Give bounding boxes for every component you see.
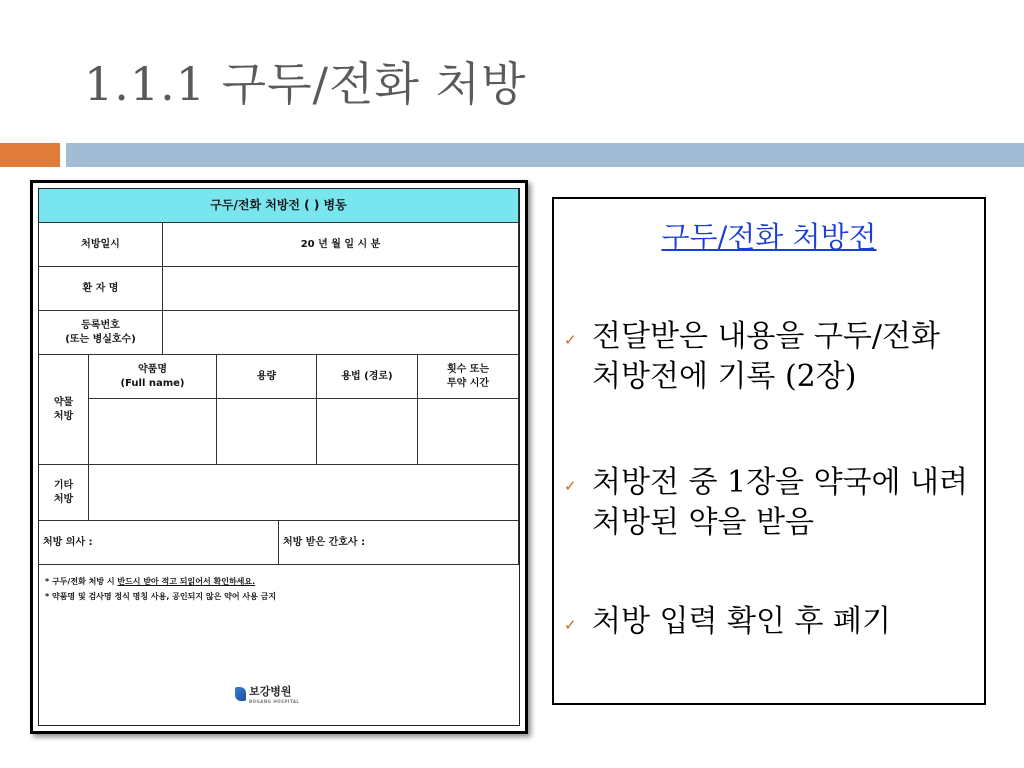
slide-title: 1.1.1 구두/전화 처방 <box>84 57 527 111</box>
hospital-logo <box>235 683 299 704</box>
col-usage: 용법 (경로) <box>317 355 418 399</box>
col-drug-name: 약품명 (Full name) <box>89 355 217 399</box>
checkmark-icon: ✓ <box>564 331 577 349</box>
accent-bar-orange <box>0 143 60 167</box>
form-note: * 구두/전화 처방 시 반드시 받아 적고 되읽어서 확인하세요. <box>45 577 256 586</box>
bullet-text: 전달받은 내용을 구두/전화 처방전에 기록 (2장) <box>592 319 940 394</box>
datetime-value: 20 년 월 일 시 분 <box>163 223 519 267</box>
regno-label: 등록번호 (또는 병실호수) <box>39 311 163 355</box>
bullet-text: 처방 입력 확인 후 폐기 <box>592 604 891 639</box>
accent-bar-blue <box>66 143 1024 167</box>
form-header: 구두/전화 처방전 ( ) 병동 <box>39 189 519 223</box>
doctor-label: 처방 의사 : <box>39 521 279 565</box>
bullet-item <box>564 317 972 397</box>
checkmark-icon: ✓ <box>564 616 577 634</box>
hospital-subtitle: BOGANG HOSPITAL <box>249 699 300 704</box>
col-dose: 용량 <box>217 355 317 399</box>
prescription-form <box>38 188 520 726</box>
patient-value <box>163 267 519 311</box>
hospital-logo-icon <box>235 687 246 701</box>
checkmark-icon: ✓ <box>564 477 577 495</box>
dose-value <box>217 399 317 465</box>
usage-value <box>317 399 418 465</box>
col-freq: 횟수 또는 투약 시간 <box>418 355 519 399</box>
bullet-item <box>564 463 972 543</box>
nurse-label: 처방 받은 간호사 : <box>279 521 519 565</box>
bullet-text: 처방전 중 1장을 약국에 내려 처방된 약을 받음 <box>592 465 969 540</box>
form-notes <box>45 574 515 604</box>
info-box <box>552 197 986 705</box>
bullet-item <box>564 602 972 642</box>
drug-name-value <box>89 399 217 465</box>
freq-value <box>418 399 519 465</box>
other-label: 기타 처방 <box>39 465 89 521</box>
form-note: * 약품명 및 검사명 정식 명칭 사용, 공인되지 않은 약어 사용 금지 <box>45 592 277 602</box>
info-title[interactable]: 구두/전화 처방전 <box>661 220 877 254</box>
hospital-name: 보강병원 <box>249 685 292 698</box>
other-value <box>89 465 519 521</box>
regno-value <box>163 311 519 355</box>
prescription-form-image <box>30 180 528 734</box>
patient-label: 환 자 명 <box>39 267 163 311</box>
datetime-label: 처방일시 <box>39 223 163 267</box>
drug-section-label: 약물 처방 <box>39 355 89 465</box>
